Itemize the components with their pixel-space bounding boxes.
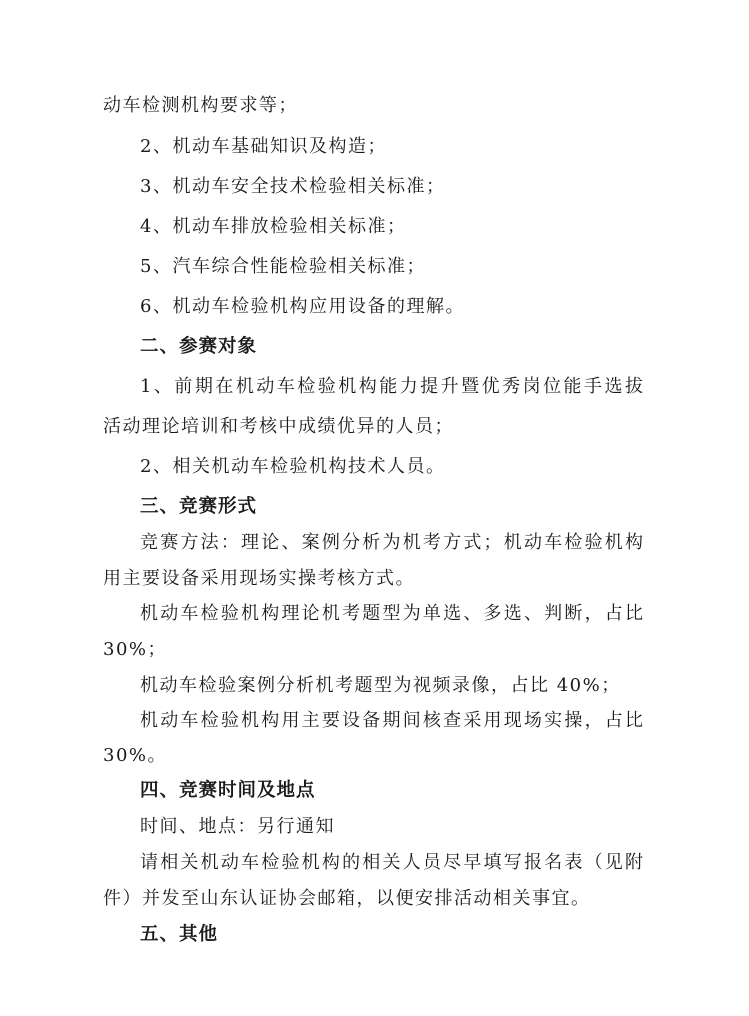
list-item-6: 6、机动车检验机构应用设备的理解。 xyxy=(140,296,465,317)
list-item-4: 4、机动车排放检验相关标准； xyxy=(140,216,407,237)
list-item-3: 3、机动车安全技术检验相关标准； xyxy=(140,176,446,197)
paragraph-line: 30%； xyxy=(103,639,168,660)
text-line-continuation: 动车检测机构要求等； xyxy=(103,95,298,116)
list-item-5: 5、汽车综合性能检验相关标准； xyxy=(140,256,426,277)
paragraph-line: 时间、地点：另行通知 xyxy=(140,816,335,837)
paragraph-line: 件）并发至山东认证协会邮箱，以便安排活动相关事宜。 xyxy=(103,888,591,909)
section-heading-participants: 二、参赛对象 xyxy=(140,336,258,357)
paragraph-line: 机动车检验机构用主要设备期间核查采用现场实操，占比 xyxy=(140,710,643,731)
paragraph-line: 活动理论培训和考核中成绩优异的人员； xyxy=(103,416,454,437)
paragraph-line: 30%。 xyxy=(103,745,168,766)
paragraph-line: 请相关机动车检验机构的相关人员尽早填写报名表（见附 xyxy=(140,852,643,873)
paragraph-line: 1、前期在机动车检验机构能力提升暨优秀岗位能手选拔 xyxy=(140,376,643,397)
paragraph-line: 机动车检验机构理论机考题型为单选、多选、判断，占比 xyxy=(140,603,643,624)
list-item-2: 2、机动车基础知识及构造； xyxy=(140,136,387,157)
paragraph-line: 2、相关机动车检验机构技术人员。 xyxy=(140,456,446,477)
paragraph-line: 用主要设备采用现场实操考核方式。 xyxy=(103,568,415,589)
section-heading-format: 三、竞赛形式 xyxy=(140,496,258,517)
paragraph-line: 竞赛方法：理论、案例分析为机考方式；机动车检验机构 xyxy=(140,532,643,553)
paragraph-line: 机动车检验案例分析机考题型为视频录像，占比 40%； xyxy=(140,675,621,696)
section-heading-other: 五、其他 xyxy=(140,924,219,945)
section-heading-time-location: 四、竞赛时间及地点 xyxy=(140,780,316,801)
